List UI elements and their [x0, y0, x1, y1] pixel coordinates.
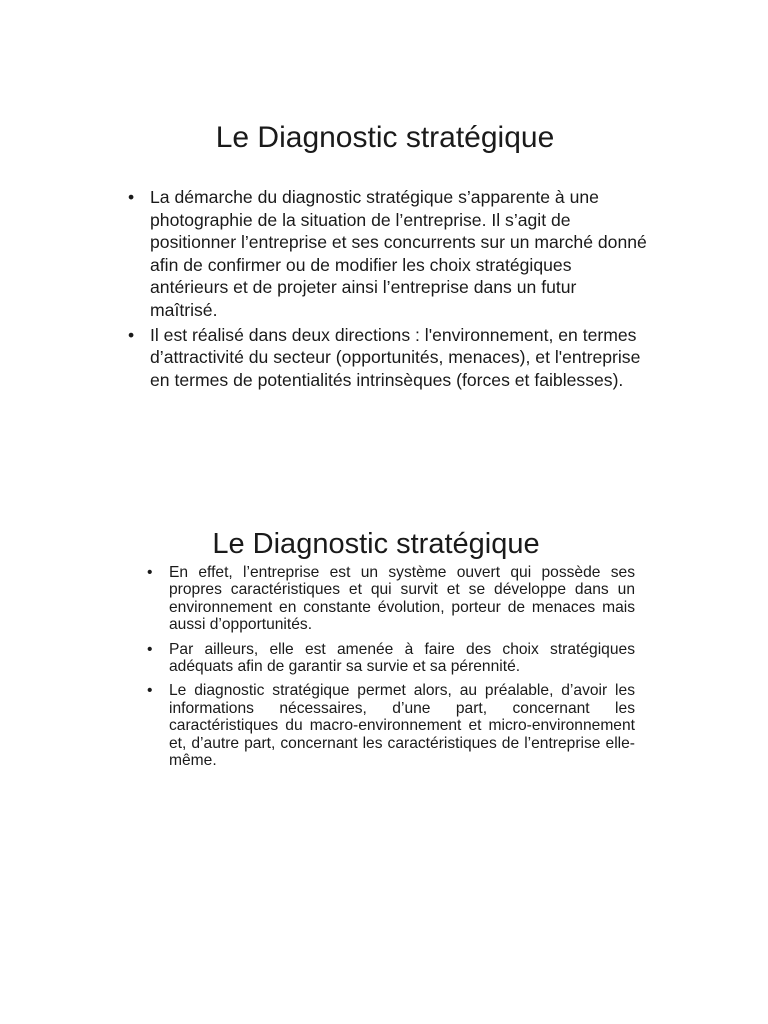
slide-2-bullet-list — [147, 564, 635, 776]
slide-2-bullet-2-text: Par ailleurs, elle est amenée à faire des choix stratégiques adéquats afin de garantir sa survie et sa pérennité. — [169, 640, 635, 676]
slide-2-bullet-1-text: En effet, l’entreprise est un système ouvert qui possède ses propres caractéristiques et qui survit et se développe dans un environnement en constante évolution, porteur de menaces mais aussi d’opportunités. — [169, 564, 635, 634]
slide-1 — [0, 118, 768, 390]
slide-2-title: Le Diagnostic stratégique — [212, 528, 540, 560]
bullet-dot-icon: • — [147, 564, 153, 581]
bullet-dot-icon: • — [128, 324, 135, 345]
slide-1-title: Le Diagnostic stratégique — [215, 121, 555, 154]
bullet-dot-icon: • — [147, 640, 153, 658]
slide-1-bullet-2 — [128, 324, 648, 392]
slide-2 — [0, 526, 768, 770]
slide-2-bullet-3-text: Le diagnostic stratégique permet alors, au préalable, d’avoir les informations nécessaires, d’une part, concernant les caractéristiques du macro-environnement et micro-environnement et, d’autre part, concernant les caractéristiques de l’entreprise elle-même. — [169, 682, 635, 770]
slide-1-bullet-1 — [128, 186, 648, 322]
slide-1-bullet-1-text: La démarche du diagnostic stratégique s’apparente à une photographie de la situation de l’entreprise. Il s’agit de positionner l’entreprise et ses concurrents sur un marché donné afin de confirmer ou de modifier les choix stratégiques antérieurs et de projeter ainsi l’entreprise dans un futur maîtrisé. — [150, 187, 647, 320]
bullet-dot-icon: • — [147, 682, 153, 700]
slide-2-bullet-2 — [147, 640, 635, 676]
bullet-dot-icon: • — [128, 187, 135, 207]
slide-1-bullet-list — [128, 186, 648, 393]
slide-2-bullet-1 — [147, 564, 635, 634]
slide-1-bullet-2-text: Il est réalisé dans deux directions : l'environnement, en termes d’attractivité du secteur (opportunités, menaces), et l'entreprise en termes de potentialités intrinsèques (forces et faiblesses). — [150, 324, 641, 390]
slide-2-bullet-3 — [147, 682, 635, 770]
